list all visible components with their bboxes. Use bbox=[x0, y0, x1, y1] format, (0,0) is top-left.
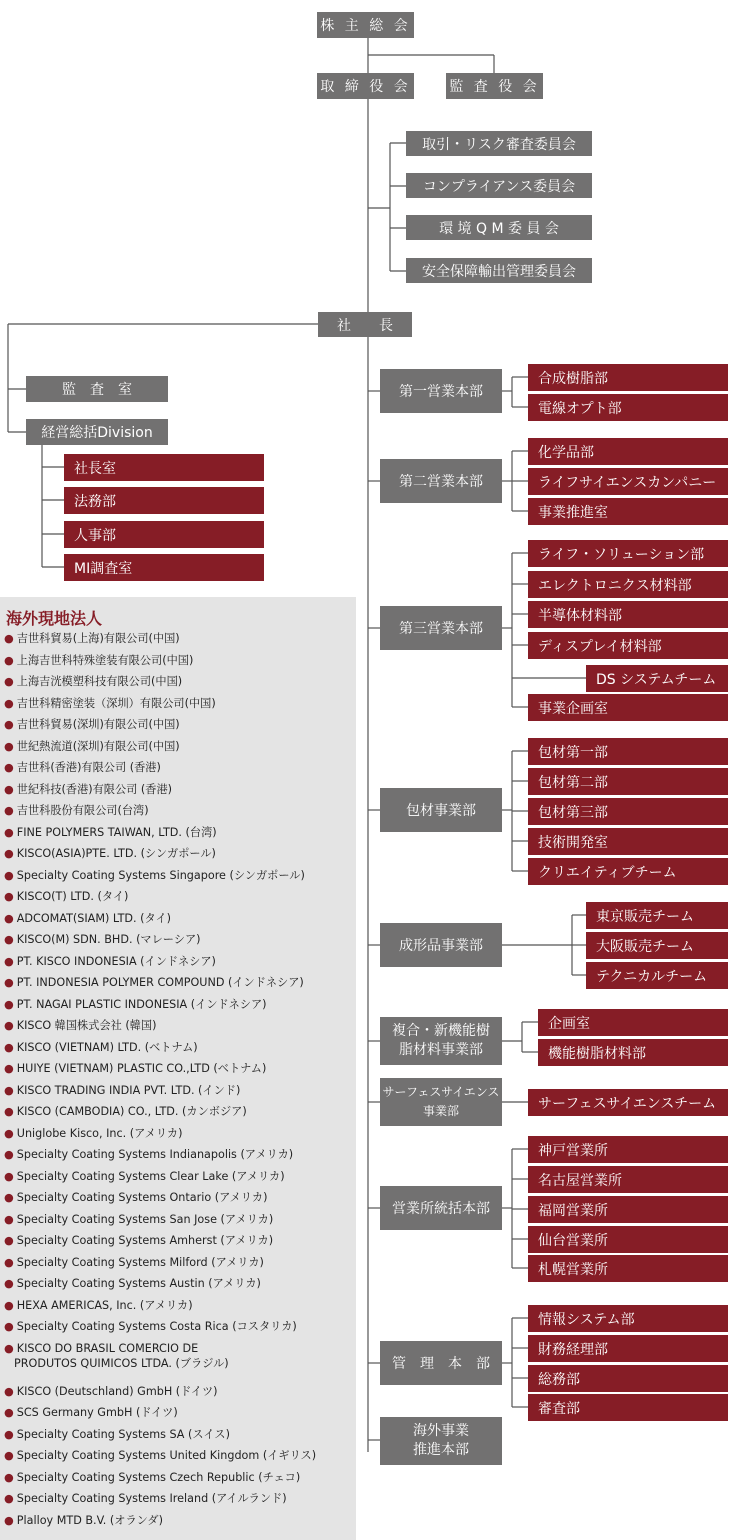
overseas-subsidiary-item bbox=[4, 696, 216, 711]
bullet-icon: ● bbox=[4, 1105, 14, 1118]
overseas-subsidiary-item bbox=[4, 1169, 285, 1184]
overseas-subsidiary-name: Specialty Coating Systems Czech Republic (チェコ) bbox=[16, 1470, 301, 1484]
board-of-auditors: 監 査 役 会 bbox=[446, 73, 543, 99]
overseas-subsidiary-name: KISCO(M) SDN. BHD. (マレーシア) bbox=[16, 933, 201, 946]
unit-synthetic-resin: 合成樹脂部 bbox=[528, 364, 728, 391]
unit-business-planning: 事業企画室 bbox=[528, 694, 728, 721]
hq-composite-resin bbox=[380, 1017, 502, 1065]
overseas-subsidiary-name: PT. KISCO INDONESIA (インドネシア) bbox=[16, 954, 216, 968]
unit-audit: 審査部 bbox=[528, 1394, 728, 1421]
bullet-icon: ● bbox=[4, 1406, 14, 1419]
hq-sales-2: 第二営業本部 bbox=[380, 459, 502, 503]
bullet-icon: ● bbox=[4, 1513, 14, 1527]
bullet-icon: ● bbox=[4, 1298, 14, 1312]
overseas-subsidiary-name: HUIYE (VIETNAM) PLASTIC CO.,LTD (ベトナム) bbox=[16, 1062, 267, 1075]
shareholders-meeting: 株 主 総 会 bbox=[317, 12, 414, 38]
unit-semiconductor-materials: 半導体材料部 bbox=[528, 601, 728, 628]
overseas-subsidiary-item bbox=[4, 1448, 316, 1463]
hq-composite-resin-line2: 脂材料事業部 bbox=[399, 1042, 483, 1058]
overseas-subsidiary-item bbox=[4, 997, 267, 1012]
bullet-icon: ● bbox=[4, 1320, 14, 1333]
bullet-icon: ● bbox=[4, 1341, 14, 1355]
overseas-subsidiary-name: Specialty Coating Systems Ireland (アイルランド) bbox=[16, 1492, 287, 1505]
overseas-subsidiary-item bbox=[4, 653, 193, 668]
unit-tech-development: 技術開発室 bbox=[528, 828, 728, 855]
overseas-subsidiary-item bbox=[4, 1255, 264, 1270]
bullet-icon: ● bbox=[4, 1019, 14, 1032]
hq-packaging: 包材事業部 bbox=[380, 788, 502, 832]
overseas-subsidiary-name: 世紀熱流道(深圳)有限公司(中国) bbox=[16, 739, 180, 753]
bullet-icon: ● bbox=[4, 1083, 14, 1097]
overseas-subsidiary-name: Specialty Coating Systems Milford (アメリカ) bbox=[16, 1255, 264, 1269]
hq-overseas-business-line1: 海外事業 bbox=[413, 1423, 469, 1439]
overseas-subsidiary-item bbox=[4, 954, 216, 969]
unit-display-materials: ディスプレイ材料部 bbox=[528, 632, 728, 659]
overseas-subsidiary-item bbox=[4, 975, 304, 990]
overseas-subsidiary-name: Specialty Coating Systems Austin (アメリカ) bbox=[16, 1277, 261, 1290]
overseas-subsidiary-item bbox=[4, 868, 305, 883]
bullet-icon: ● bbox=[4, 868, 14, 882]
bullet-icon: ● bbox=[4, 1449, 14, 1462]
president-office: 社長室 bbox=[64, 454, 264, 481]
overseas-subsidiary-item bbox=[4, 1104, 247, 1119]
overseas-subsidiary-item bbox=[4, 1298, 193, 1313]
overseas-subsidiary-item bbox=[4, 631, 180, 646]
overseas-subsidiary-name: 吉世科貿易(深圳)有限公司(中国) bbox=[16, 718, 180, 731]
overseas-subsidiary-item bbox=[4, 717, 180, 732]
unit-functional-resin: 機能樹脂材料部 bbox=[538, 1039, 728, 1066]
bullet-icon: ● bbox=[4, 653, 14, 667]
overseas-subsidiary-item bbox=[4, 1427, 230, 1442]
overseas-subsidiary-item bbox=[4, 1040, 198, 1055]
overseas-subsidiary-name: FINE POLYMERS TAIWAN, LTD. (台湾) bbox=[16, 825, 217, 839]
bullet-icon: ● bbox=[4, 1212, 14, 1226]
hr-department: 人事部 bbox=[64, 521, 264, 548]
overseas-subsidiary-item bbox=[4, 803, 149, 818]
overseas-subsidiary-name: Specialty Coating Systems Singapore (シンガポール) bbox=[16, 868, 305, 882]
bullet-icon: ● bbox=[4, 739, 14, 753]
bullet-icon: ● bbox=[4, 1062, 14, 1075]
overseas-subsidiary-item bbox=[4, 1384, 218, 1399]
hq-molded-products: 成形品事業部 bbox=[380, 923, 502, 967]
unit-nagoya-office: 名古屋営業所 bbox=[528, 1166, 728, 1193]
overseas-subsidiary-item bbox=[4, 1276, 261, 1291]
bullet-icon: ● bbox=[4, 825, 14, 839]
unit-packaging-2: 包材第二部 bbox=[528, 768, 728, 795]
bullet-icon: ● bbox=[4, 1126, 14, 1140]
bullet-icon: ● bbox=[4, 1169, 14, 1183]
overseas-subsidiary-name: Specialty Coating Systems Clear Lake (アメリカ) bbox=[16, 1169, 285, 1183]
overseas-subsidiary-name: Specialty Coating Systems SA (スイス) bbox=[16, 1427, 230, 1441]
unit-planning-office: 企画室 bbox=[538, 1009, 728, 1036]
overseas-subsidiary-name: KISCO (Deutschland) GmbH (ドイツ) bbox=[16, 1384, 218, 1398]
overseas-subsidiary-name: KISCO 韓国株式会社 (韓国) bbox=[16, 1019, 157, 1032]
overseas-subsidiary-name: KISCO (VIETNAM) LTD. (ベトナム) bbox=[16, 1040, 198, 1054]
hq-sales-3: 第三営業本部 bbox=[380, 606, 502, 650]
bullet-icon: ● bbox=[4, 1427, 14, 1441]
bullet-icon: ● bbox=[4, 782, 14, 796]
overseas-subsidiary-name: 上海吉洸模塑科技有限公司(中国) bbox=[16, 675, 183, 688]
overseas-subsidiary-name: KISCO(ASIA)PTE. LTD. (シンガポール) bbox=[16, 847, 216, 860]
board-of-directors: 取 締 役 会 bbox=[317, 73, 414, 99]
hq-sales-1: 第一営業本部 bbox=[380, 369, 502, 413]
overseas-subsidiary-item bbox=[4, 1341, 229, 1371]
overseas-subsidiary-name: Plalloy MTD B.V. (オランダ) bbox=[16, 1513, 163, 1527]
bullet-icon: ● bbox=[4, 1040, 14, 1054]
overseas-subsidiary-item bbox=[4, 1212, 273, 1227]
overseas-subsidiary-name: Specialty Coating Systems United Kingdom (イギリス) bbox=[16, 1449, 317, 1462]
bullet-icon: ● bbox=[4, 997, 14, 1011]
overseas-subsidiary-item bbox=[4, 1147, 293, 1162]
bullet-icon: ● bbox=[4, 933, 14, 946]
overseas-subsidiary-name: 吉世科股份有限公司(台湾) bbox=[16, 804, 149, 817]
overseas-subsidiary-name-line2: PRODUTOS QUIMICOS LTDA. (ブラジル) bbox=[14, 1356, 229, 1370]
overseas-subsidiary-name: HEXA AMERICAS, Inc. (アメリカ) bbox=[16, 1298, 193, 1312]
overseas-subsidiary-item bbox=[4, 1061, 266, 1076]
committee-environment-qm: 環 境 Q M 委 員 会 bbox=[406, 215, 592, 240]
unit-packaging-1: 包材第一部 bbox=[528, 738, 728, 765]
overseas-subsidiary-name: SCS Germany GmbH (ドイツ) bbox=[16, 1406, 178, 1419]
bullet-icon: ● bbox=[4, 1255, 14, 1269]
overseas-subsidiary-item bbox=[4, 760, 161, 775]
overseas-subsidiary-item bbox=[4, 911, 171, 926]
bullet-icon: ● bbox=[4, 911, 14, 925]
unit-business-promotion: 事業推進室 bbox=[528, 498, 728, 525]
unit-fukuoka-office: 福岡営業所 bbox=[528, 1196, 728, 1223]
unit-kobe-office: 神戸営業所 bbox=[528, 1136, 728, 1163]
management-division: 経営総括Division bbox=[26, 419, 168, 445]
president: 社 長 bbox=[318, 312, 412, 337]
overseas-subsidiary-item bbox=[4, 739, 180, 754]
unit-tokyo-sales-team: 東京販売チーム bbox=[586, 902, 728, 929]
committee-export-control: 安全保障輸出管理委員会 bbox=[406, 258, 592, 283]
hq-composite-resin-line1: 複合・新機能樹 bbox=[392, 1023, 490, 1039]
overseas-subsidiary-name: Specialty Coating Systems San Jose (アメリカ) bbox=[16, 1212, 274, 1226]
bullet-icon: ● bbox=[4, 1234, 14, 1247]
overseas-subsidiary-item bbox=[4, 1126, 182, 1141]
unit-sapporo-office: 札幌営業所 bbox=[528, 1255, 728, 1282]
overseas-subsidiary-name: Specialty Coating Systems Ontario (アメリカ) bbox=[16, 1191, 268, 1204]
overseas-subsidiary-item bbox=[4, 846, 216, 861]
bullet-icon: ● bbox=[4, 954, 14, 968]
unit-surface-science-team: サーフェスサイエンスチーム bbox=[528, 1089, 728, 1116]
committee-compliance: コンプライアンス委員会 bbox=[406, 173, 592, 198]
hq-surface-science bbox=[380, 1078, 502, 1126]
overseas-subsidiary-name: Specialty Coating Systems Amherst (アメリカ) bbox=[16, 1234, 274, 1247]
hq-overseas-business-line2: 推進本部 bbox=[413, 1442, 469, 1458]
bullet-icon: ● bbox=[4, 696, 14, 710]
overseas-subsidiary-item bbox=[4, 782, 172, 797]
hq-sales-offices: 営業所統括本部 bbox=[380, 1186, 502, 1230]
unit-finance-accounting: 財務経理部 bbox=[528, 1335, 728, 1362]
overseas-subsidiary-name: Specialty Coating Systems Costa Rica (コスタリカ) bbox=[16, 1320, 297, 1333]
overseas-subsidiary-item bbox=[4, 932, 201, 947]
hq-overseas-business bbox=[380, 1417, 502, 1465]
overseas-subsidiary-item bbox=[4, 674, 182, 689]
bullet-icon: ● bbox=[4, 804, 14, 817]
bullet-icon: ● bbox=[4, 761, 14, 774]
overseas-subsidiary-item bbox=[4, 1190, 267, 1205]
unit-life-solution: ライフ・ソリューション部 bbox=[528, 540, 728, 567]
bullet-icon: ● bbox=[4, 1492, 14, 1505]
bullet-icon: ● bbox=[4, 718, 14, 731]
legal-department: 法務部 bbox=[64, 487, 264, 514]
overseas-subsidiary-item bbox=[4, 1405, 178, 1420]
hq-surface-science-line1: サーフェスサイエンス bbox=[382, 1085, 500, 1099]
overseas-subsidiary-item bbox=[4, 825, 217, 840]
bullet-icon: ● bbox=[4, 976, 14, 989]
bullet-icon: ● bbox=[4, 1148, 14, 1161]
audit-office: 監 査 室 bbox=[26, 376, 168, 402]
unit-osaka-sales-team: 大阪販売チーム bbox=[586, 932, 728, 959]
overseas-subsidiary-name: Specialty Coating Systems Indianapolis (アメリカ) bbox=[16, 1148, 294, 1161]
overseas-subsidiary-item bbox=[4, 1513, 163, 1528]
committee-trade-risk: 取引・リスク審査委員会 bbox=[406, 131, 592, 156]
unit-packaging-3: 包材第三部 bbox=[528, 798, 728, 825]
hq-administration: 管 理 本 部 bbox=[380, 1341, 502, 1385]
overseas-subsidiary-name: 吉世科(香港)有限公司 (香港) bbox=[16, 761, 161, 774]
bullet-icon: ● bbox=[4, 632, 14, 645]
overseas-subsidiary-item bbox=[4, 889, 128, 904]
unit-wire-optics: 電線オプト部 bbox=[528, 394, 728, 421]
unit-technical-team: テクニカルチーム bbox=[586, 962, 728, 989]
overseas-subsidiary-name: 吉世科精密塗装（深圳）有限公司(中国) bbox=[16, 696, 216, 710]
bullet-icon: ● bbox=[4, 1384, 14, 1398]
overseas-subsidiary-name: KISCO TRADING INDIA PVT. LTD. (インド) bbox=[16, 1083, 241, 1097]
unit-life-science-company: ライフサイエンスカンパニー bbox=[528, 468, 728, 495]
overseas-subsidiary-name: 世紀科技(香港)有限公司 (香港) bbox=[16, 782, 173, 796]
unit-electronics-materials: エレクトロニクス材料部 bbox=[528, 571, 728, 598]
bullet-icon: ● bbox=[4, 890, 14, 903]
overseas-subsidiary-name: PT. INDONESIA POLYMER COMPOUND (インドネシア) bbox=[16, 976, 304, 989]
overseas-subsidiary-item bbox=[4, 1470, 300, 1485]
overseas-subsidiary-item bbox=[4, 1083, 240, 1098]
overseas-subsidiaries-title: 海外現地法人 bbox=[6, 609, 103, 628]
bullet-icon: ● bbox=[4, 1277, 14, 1290]
overseas-subsidiary-name: 吉世科貿易(上海)有限公司(中国) bbox=[16, 632, 180, 645]
unit-sendai-office: 仙台営業所 bbox=[528, 1226, 728, 1253]
overseas-subsidiary-name: KISCO (CAMBODIA) CO., LTD. (カンボジア) bbox=[16, 1105, 247, 1118]
unit-chemicals: 化学品部 bbox=[528, 438, 728, 465]
hq-surface-science-line2: 事業部 bbox=[422, 1104, 459, 1118]
unit-info-systems: 情報システム部 bbox=[528, 1305, 728, 1332]
bullet-icon: ● bbox=[4, 847, 14, 860]
overseas-subsidiary-name: 上海吉世科特殊塗装有限公司(中国) bbox=[16, 653, 194, 667]
overseas-subsidiary-name: Uniglobe Kisco, Inc. (アメリカ) bbox=[16, 1126, 183, 1140]
unit-ds-system-team: DS システムチーム bbox=[586, 665, 728, 692]
overseas-subsidiary-name: ADCOMAT(SIAM) LTD. (タイ) bbox=[16, 911, 172, 925]
overseas-subsidiary-item bbox=[4, 1018, 156, 1033]
unit-creative-team: クリエイティブチーム bbox=[528, 858, 728, 885]
bullet-icon: ● bbox=[4, 1470, 14, 1484]
overseas-subsidiary-item bbox=[4, 1233, 273, 1248]
mi-research-office: MI調査室 bbox=[64, 554, 264, 581]
overseas-subsidiary-name: KISCO(T) LTD. (タイ) bbox=[16, 890, 129, 903]
overseas-subsidiary-name: PT. NAGAI PLASTIC INDONESIA (インドネシア) bbox=[16, 997, 267, 1011]
overseas-subsidiary-item bbox=[4, 1319, 297, 1334]
bullet-icon: ● bbox=[4, 1191, 14, 1204]
overseas-subsidiary-name: KISCO DO BRASIL COMERCIO DE bbox=[16, 1341, 199, 1355]
bullet-icon: ● bbox=[4, 675, 14, 688]
unit-general-affairs: 総務部 bbox=[528, 1365, 728, 1392]
overseas-subsidiary-item bbox=[4, 1491, 287, 1506]
